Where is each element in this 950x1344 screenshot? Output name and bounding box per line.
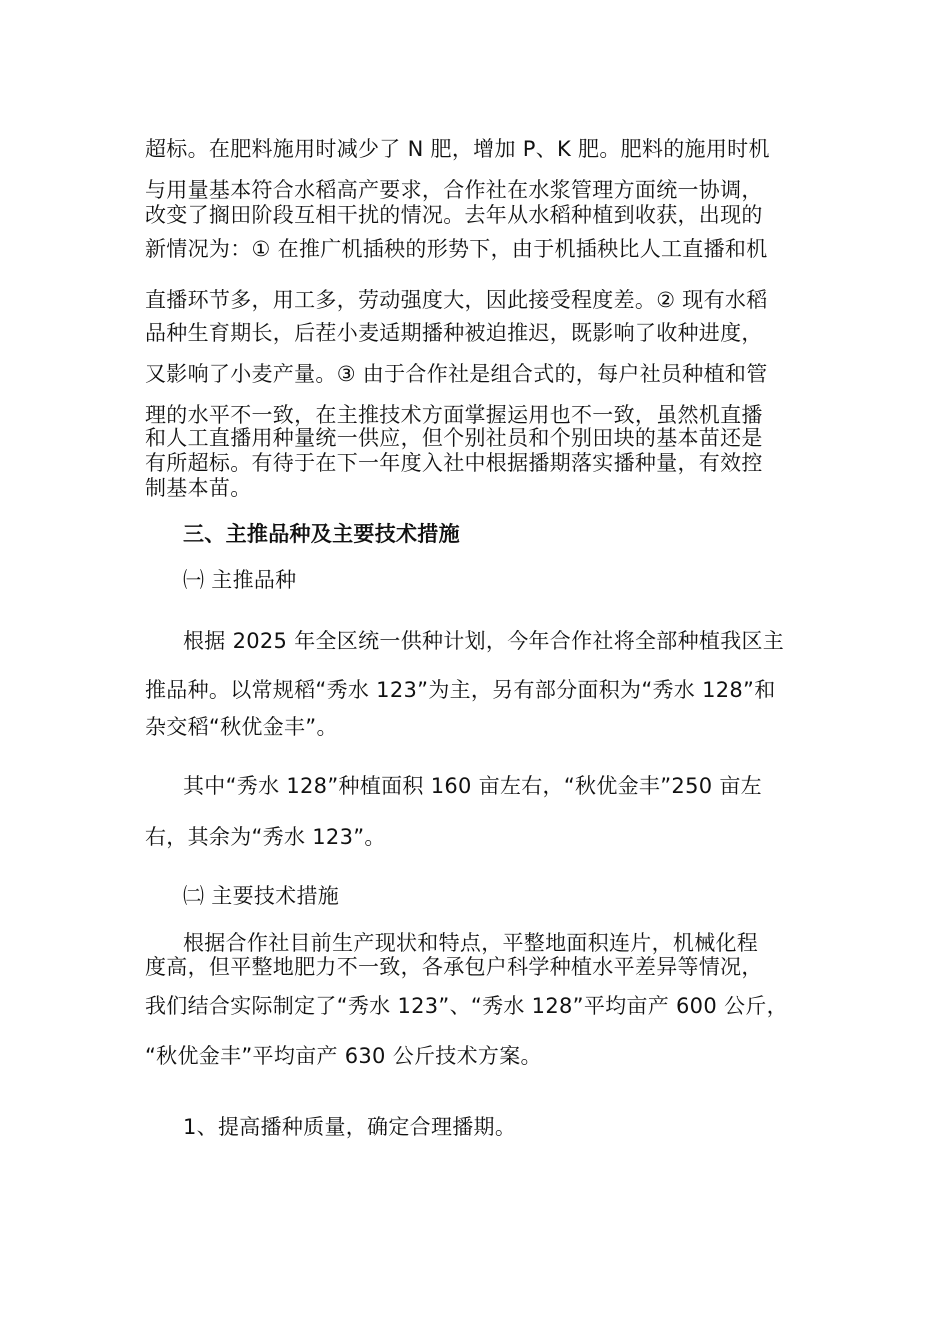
paragraph-line: 和人工直播用种量统一供应，但个别社员和个别田块的基本苗还是 bbox=[145, 426, 763, 450]
paragraph-line: 超标。在肥料施用时减少了 N 肥，增加 P、K 肥。肥料的施用时机 bbox=[145, 137, 770, 161]
subsection-heading: ㈠ 主推品种 bbox=[183, 568, 297, 592]
paragraph-line: 与用量基本符合水稻高产要求，合作社在水浆管理方面统一协调， bbox=[145, 178, 763, 202]
paragraph-line: 又影响了小麦产量。③ 由于合作社是组合式的，每户社员种植和管 bbox=[145, 362, 768, 386]
paragraph-line: 杂交稻“秋优金丰”。 bbox=[145, 715, 338, 739]
paragraph-line: 我们结合实际制定了“秀水 123”、“秀水 128”平均亩产 600 公斤， bbox=[145, 994, 788, 1018]
paragraph-line: 制基本苗。 bbox=[145, 476, 252, 500]
paragraph-line: 度高，但平整地肥力不一致，各承包户科学种植水平差异等情况， bbox=[145, 955, 763, 979]
subsection-heading: ㈡ 主要技术措施 bbox=[183, 884, 340, 908]
paragraph-line: 改变了搁田阶段互相干扰的情况。去年从水稻种植到收获，出现的 bbox=[145, 203, 763, 227]
section-heading: 三、主推品种及主要技术措施 bbox=[183, 522, 460, 546]
paragraph-line: 理的水平不一致，在主推技术方面掌握运用也不一致，虽然机直播 bbox=[145, 403, 763, 427]
paragraph-line: 有所超标。有待于在下一年度入社中根据播期落实播种量，有效控 bbox=[145, 451, 763, 475]
paragraph-line: 根据合作社目前生产现状和特点，平整地面积连片，机械化程 bbox=[183, 931, 759, 955]
paragraph-line: 直播环节多，用工多，劳动强度大，因此接受程度差。② 现有水稻 bbox=[145, 288, 768, 312]
paragraph-line: 品种生育期长，后茬小麦适期播种被迫推迟，既影响了收种进度， bbox=[145, 321, 763, 345]
paragraph-line: 其中“秀水 128”种植面积 160 亩左右，“秋优金丰”250 亩左 bbox=[183, 774, 762, 798]
paragraph-line: 新情况为：① 在推广机插秧的形势下，由于机插秧比人工直播和机 bbox=[145, 237, 768, 261]
paragraph-line: 右，其余为“秀水 123”。 bbox=[145, 825, 386, 849]
numbered-item: 1、提高播种质量，确定合理播期。 bbox=[183, 1115, 517, 1139]
paragraph-line: “秋优金丰”平均亩产 630 公斤技术方案。 bbox=[145, 1044, 542, 1068]
paragraph-line: 根据 2025 年全区统一供种计划，今年合作社将全部种植我区主 bbox=[183, 629, 785, 653]
paragraph-line: 推品种。以常规稻“秀水 123”为主，另有部分面积为“秀水 128”和 bbox=[145, 678, 776, 702]
